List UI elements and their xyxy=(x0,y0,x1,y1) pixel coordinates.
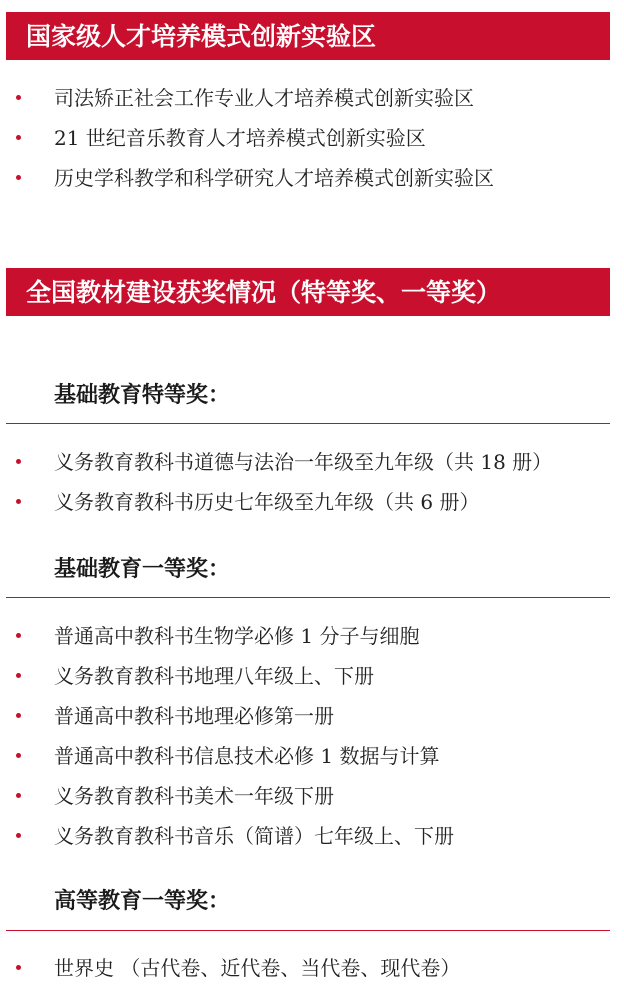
basic-special-prize-list xyxy=(0,440,624,520)
bullet-icon xyxy=(16,459,21,464)
list-item xyxy=(0,814,624,854)
list-item xyxy=(0,76,624,116)
sub-heading-higher-first-prize: 高等教育一等奖： xyxy=(54,888,231,914)
list-item-label: 义务教育教科书道德与法治一年级至九年级（共 18 册） xyxy=(54,449,553,474)
list-item xyxy=(0,654,624,694)
list-item-label: 司法矫正社会工作专业人才培养模式创新实验区 xyxy=(54,85,474,110)
bullet-icon xyxy=(16,833,21,838)
list-item xyxy=(0,614,624,654)
list-item xyxy=(0,946,624,986)
list-item xyxy=(0,156,624,196)
list-item-label: 普通高中教科书信息技术必修 1 数据与计算 xyxy=(54,743,440,768)
bullet-icon xyxy=(16,673,21,678)
list-item-label: 历史学科教学和科学研究人才培养模式创新实验区 xyxy=(54,165,494,190)
list-item-label: 普通高中教科书地理必修第一册 xyxy=(54,703,334,728)
list-item-label: 义务教育教科书音乐（简谱）七年级上、下册 xyxy=(54,823,454,848)
list-item-label: 义务教育教科书地理八年级上、下册 xyxy=(54,663,374,688)
divider xyxy=(6,597,610,598)
bullet-icon xyxy=(16,175,21,180)
list-item-label: 义务教育教科书美术一年级下册 xyxy=(54,783,334,808)
list-item xyxy=(0,734,624,774)
list-item-label: 义务教育教科书历史七年级至九年级（共 6 册） xyxy=(54,489,480,514)
list-item xyxy=(0,480,624,520)
higher-first-prize-list xyxy=(0,946,624,986)
bullet-icon xyxy=(16,713,21,718)
section-banner-textbook-awards xyxy=(6,268,610,316)
list-item xyxy=(0,440,624,480)
list-item-label: 普通高中教科书生物学必修 1 分子与细胞 xyxy=(54,623,420,648)
sub-heading-basic-first-prize: 基础教育一等奖： xyxy=(54,556,231,582)
list-item xyxy=(0,774,624,814)
section-title: 全国教材建设获奖情况（特等奖、一等奖） xyxy=(26,277,502,307)
list-item-label: 世界史 （古代卷、近代卷、当代卷、现代卷） xyxy=(54,955,461,980)
bullet-icon xyxy=(16,95,21,100)
innovation-zone-list xyxy=(0,76,624,196)
bullet-icon xyxy=(16,793,21,798)
bullet-icon xyxy=(16,753,21,758)
sub-heading-basic-special-prize: 基础教育特等奖： xyxy=(54,382,231,408)
list-item xyxy=(0,694,624,734)
basic-first-prize-list xyxy=(0,614,624,854)
bullet-icon xyxy=(16,965,21,970)
bullet-icon xyxy=(16,499,21,504)
list-item-label: 21 世纪音乐教育人才培养模式创新实验区 xyxy=(54,125,426,150)
bullet-icon xyxy=(16,135,21,140)
section-banner-innovation-zones xyxy=(6,12,610,60)
divider xyxy=(6,930,610,931)
bullet-icon xyxy=(16,633,21,638)
list-item xyxy=(0,116,624,156)
section-title: 国家级人才培养模式创新实验区 xyxy=(26,21,377,51)
divider xyxy=(6,423,610,424)
